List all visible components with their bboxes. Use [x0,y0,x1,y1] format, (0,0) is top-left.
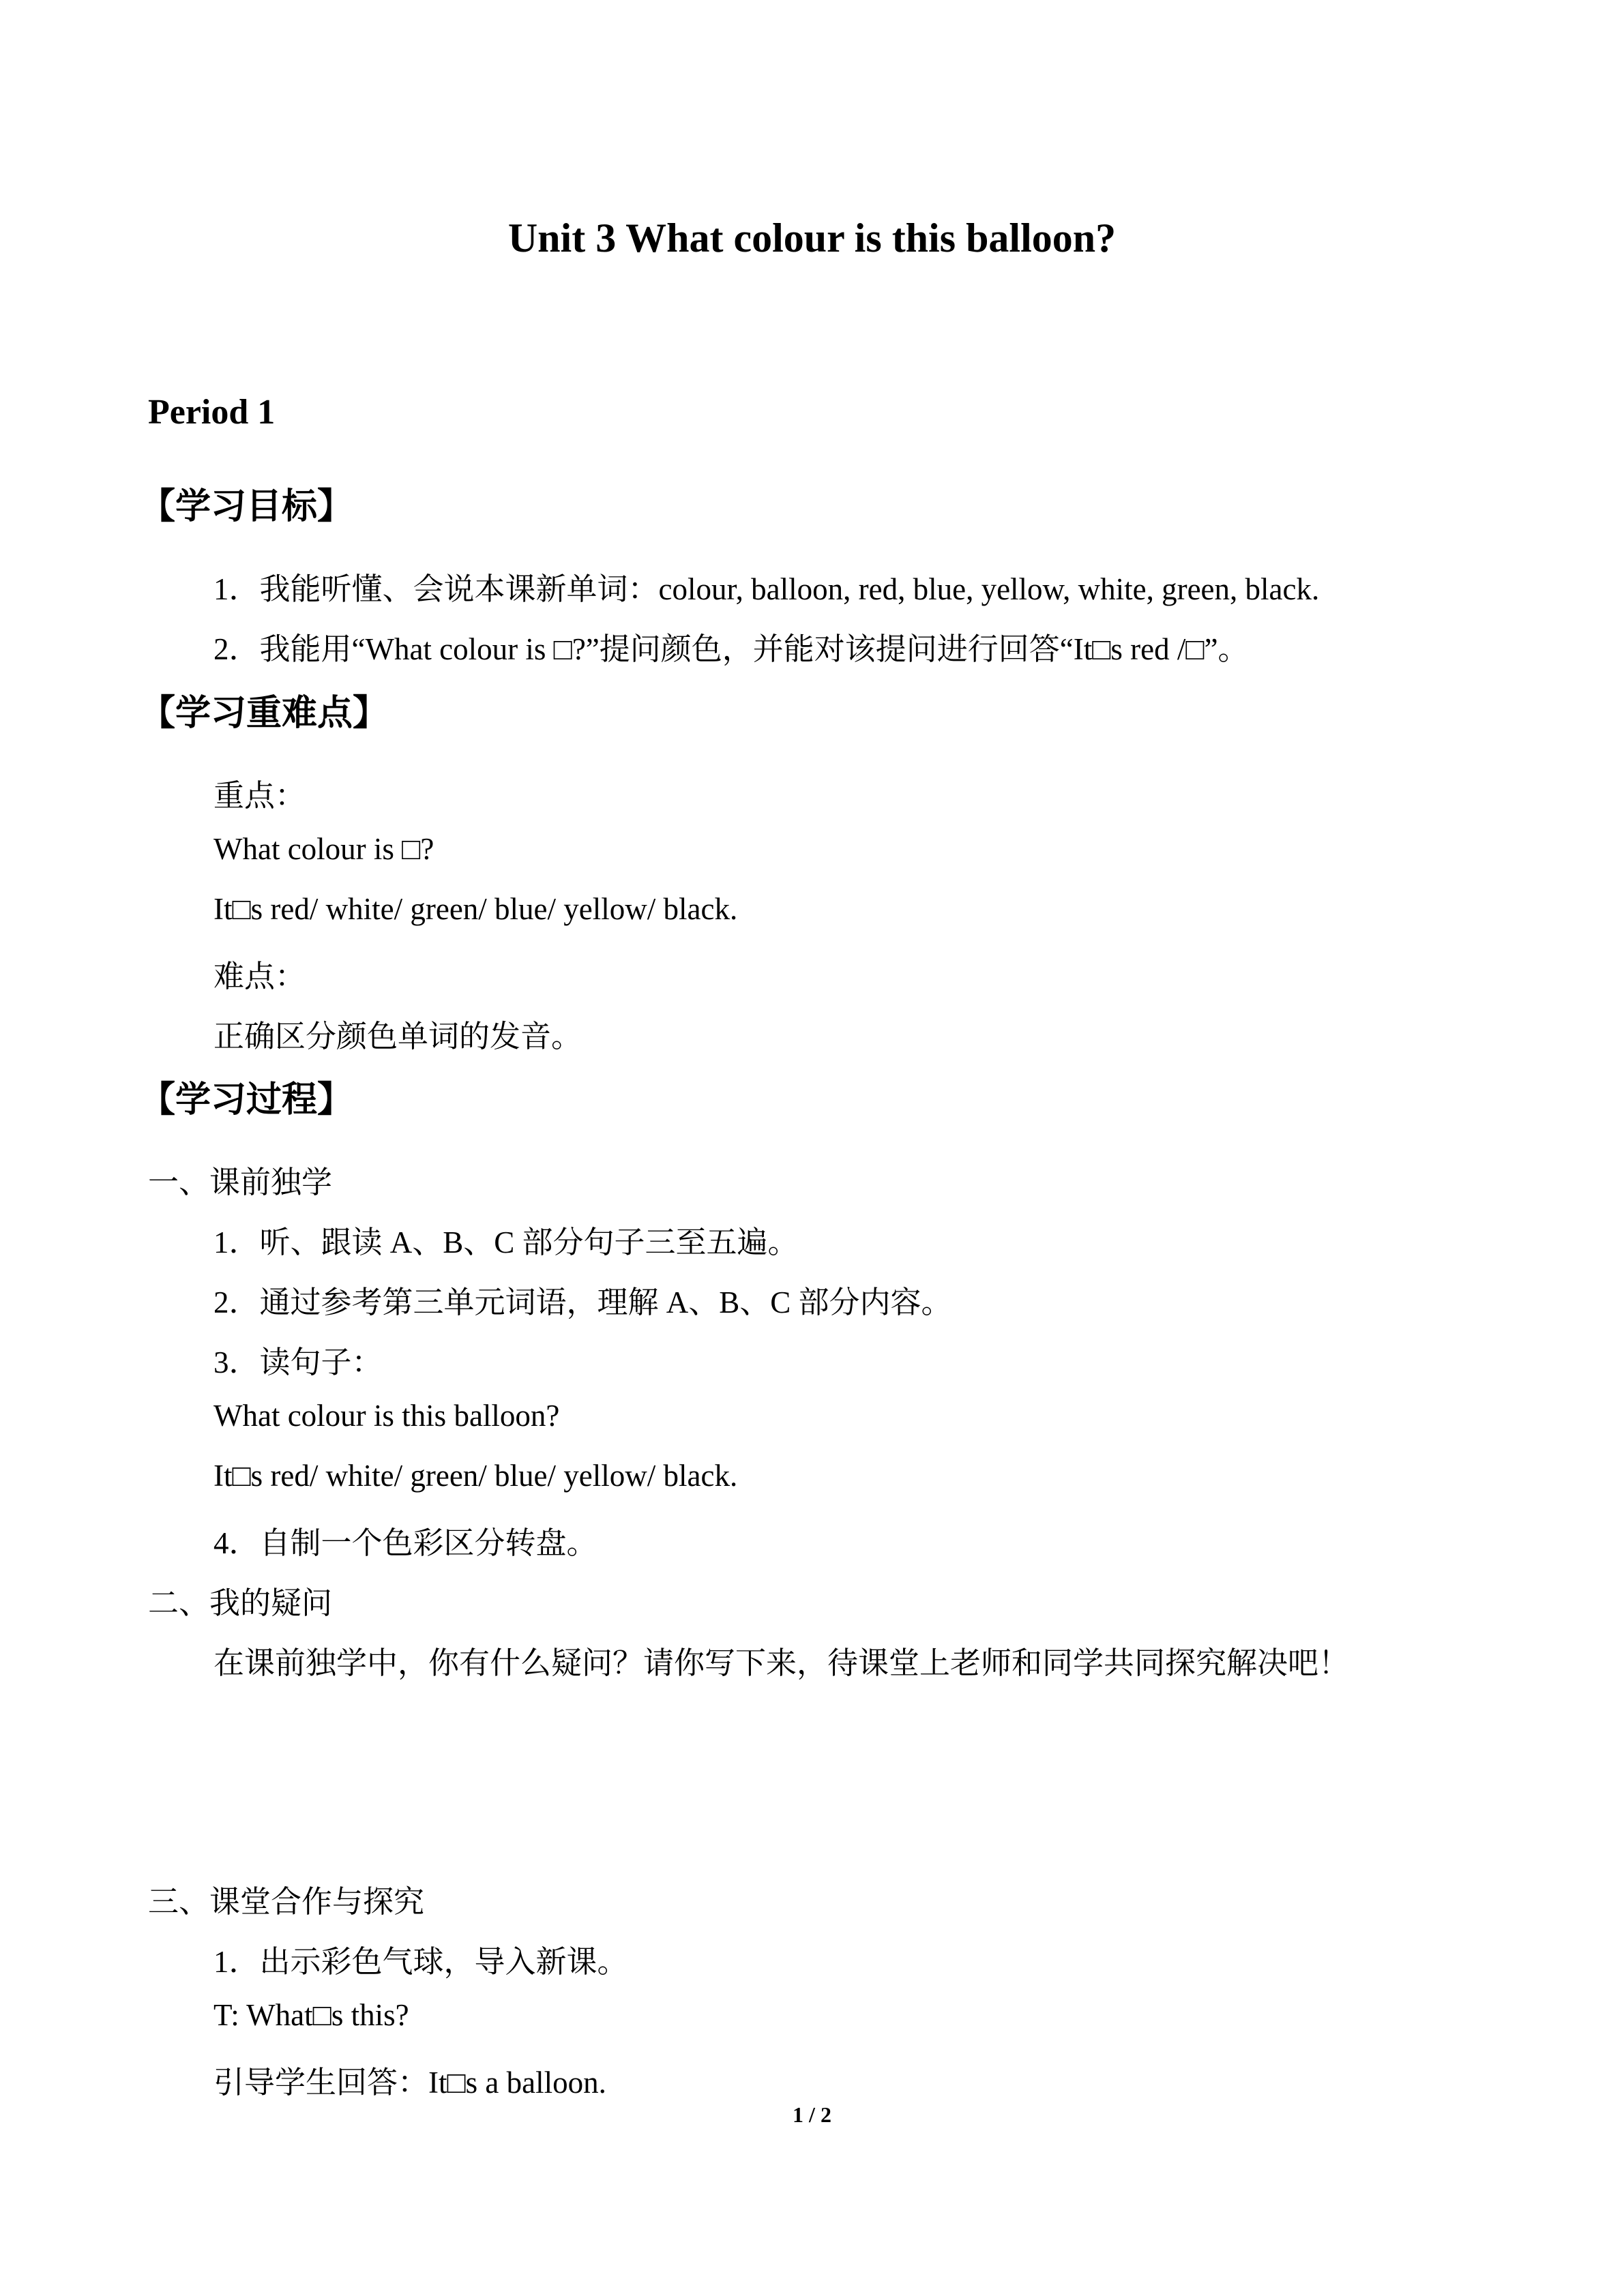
section-1-label: 一、课前独学 [148,1165,333,1199]
section-1-item: 2．通过参考第三单元词语，理解 A、B、C 部分内容。 [213,1285,952,1320]
page-number: 1 / 2 [793,2102,831,2127]
section-1-item: 3．读句子： [213,1345,383,1380]
section-3-item: 引导学生回答：It□s a balloon. [213,2066,606,2100]
section-1-item: What colour is this balloon? [213,1399,560,1433]
difficulty-label: 难点： [213,959,306,994]
difficulty-line: 正确区分颜色单词的发音。 [213,1019,582,1054]
section-2-text: 在课前独学中，你有什么疑问？请你写下来，待课堂上老师和同学共同探究解决吧！ [213,1646,1350,1680]
document-title: Unit 3 What colour is this balloon? [507,215,1117,260]
section-1-item: 1．听、跟读 A、B、C 部分句子三至五遍。 [213,1225,799,1259]
key-point-line: What colour is □? [213,832,434,866]
section-3-item: 1．出示彩色气球，导入新课。 [213,1945,628,1979]
goals-heading: 【学习目标】 [140,486,353,527]
section-3-label: 三、课堂合作与探究 [148,1885,425,1919]
process-heading: 【学习过程】 [140,1079,353,1120]
section-1-item: It□s red/ white/ green/ blue/ yellow/ black. [213,1459,738,1493]
key-point-label: 重点： [213,779,306,813]
section-3-item: T: What□s this? [213,1998,409,2032]
goal-item: 1．我能听懂、会说本课新单词：colour, balloon, red, blue, yellow, white, green, black. [213,572,1320,606]
key-points-heading: 【学习重难点】 [140,693,389,734]
period-label: Period 1 [148,393,276,432]
section-1-item: 4．自制一个色彩区分转盘。 [213,1526,597,1560]
goal-item: 2．我能用“What colour is □?”提问颜色，并能对该提问进行回答“It□s red /□”。 [213,632,1249,666]
key-point-line: It□s red/ white/ green/ blue/ yellow/ black. [213,892,738,926]
section-2-label: 二、我的疑问 [148,1586,333,1620]
